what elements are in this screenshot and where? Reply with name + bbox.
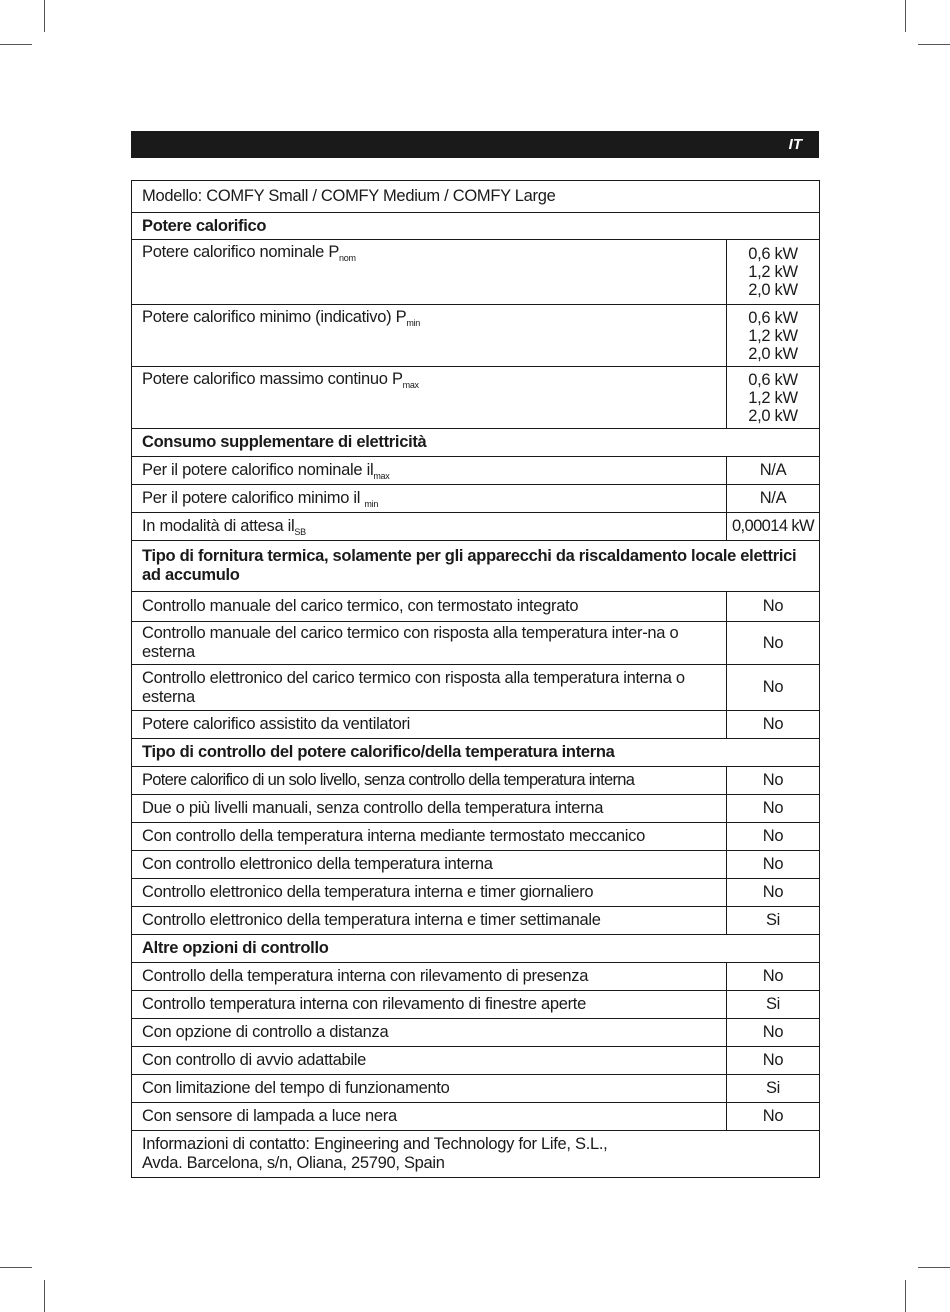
row-value: No (727, 711, 820, 739)
table-row (132, 592, 820, 622)
table-row (132, 963, 820, 991)
row-value: No (727, 823, 820, 851)
table-row (132, 665, 820, 711)
row-value: No (727, 665, 820, 711)
section-title-heat: Potere calorifico (132, 213, 820, 240)
row-value: No (727, 592, 820, 622)
table-row (132, 851, 820, 879)
row-label: In modalità di attesa $il_{SB}$ (132, 513, 727, 541)
crop-mark (0, 44, 32, 45)
row-value: No (727, 851, 820, 879)
table-row (132, 1075, 820, 1103)
row-value: N/A (727, 457, 820, 485)
row-value: No (727, 767, 820, 795)
table-row (132, 181, 820, 213)
row-value: No (727, 963, 820, 991)
row-value: No (727, 879, 820, 907)
language-code: IT (788, 136, 802, 153)
row-value: No (727, 622, 820, 665)
row-label: Per il potere calorifico nominale $il_{max}$ (132, 457, 727, 485)
row-label: Potere calorifico massimo continuo $P_{max}$ (132, 367, 727, 429)
row-value: Si (727, 991, 820, 1019)
table-row (132, 457, 820, 485)
table-row (132, 622, 820, 665)
row-label: Con limitazione del tempo di funzionamento (132, 1075, 727, 1103)
row-label: Con sensore di lampada a luce nera (132, 1103, 727, 1131)
section-title-supply: Tipo di fornitura termica, solamente per gli apparecchi da riscaldamento locale elettrici ad accumulo (132, 541, 820, 592)
row-label: Controllo della temperatura interna con rilevamento di presenza (132, 963, 727, 991)
table-row (132, 795, 820, 823)
table-row (132, 367, 820, 429)
row-label: Controllo temperatura interna con rilevamento di finestre aperte (132, 991, 727, 1019)
crop-mark (0, 1267, 32, 1268)
table-row (132, 823, 820, 851)
section-header (132, 213, 820, 240)
row-value: No (727, 795, 820, 823)
section-title-control: Tipo di controllo del potere calorifico/della temperatura interna (132, 739, 820, 767)
table-row (132, 305, 820, 367)
contact-info: Informazioni di contatto: Engineering and Technology for Life, S.L., Avda. Barcelona, s/n, Oliana, 25790, Spain (132, 1131, 820, 1178)
section-header (132, 739, 820, 767)
row-value: No (727, 1019, 820, 1047)
row-value: 0,6 kW 1,2 kW 2,0 kW (727, 367, 820, 429)
row-label: Con controllo elettronico della temperatura interna (132, 851, 727, 879)
row-value: 0,6 kW 1,2 kW 2,0 kW (727, 240, 820, 305)
row-label: Controllo manuale del carico termico con risposta alla temperatura inter-na o esterna (132, 622, 727, 665)
spec-table (131, 180, 820, 1178)
table-row (132, 767, 820, 795)
row-value: No (727, 1047, 820, 1075)
row-label: Potere calorifico assistito da ventilatori (132, 711, 727, 739)
row-label: Con opzione di controllo a distanza (132, 1019, 727, 1047)
row-label: Potere calorifico nominale $P_{nom}$ (132, 240, 727, 305)
row-value: N/A (727, 485, 820, 513)
row-label: Con controllo di avvio adattabile (132, 1047, 727, 1075)
row-label: Controllo manuale del carico termico, con termostato integrato (132, 592, 727, 622)
row-label: Controllo elettronico della temperatura interna e timer settimanale (132, 907, 727, 935)
crop-mark (44, 0, 45, 32)
row-value: No (727, 1103, 820, 1131)
row-value: Si (727, 1075, 820, 1103)
section-header (132, 935, 820, 963)
language-bar (131, 131, 819, 158)
table-row (132, 711, 820, 739)
row-value: 0,6 kW 1,2 kW 2,0 kW (727, 305, 820, 367)
table-row (132, 1019, 820, 1047)
row-label: Per il potere calorifico minimo il $_{min}$ (132, 485, 727, 513)
table-row (132, 991, 820, 1019)
crop-mark (918, 1267, 950, 1268)
crop-mark (905, 1280, 906, 1312)
table-row (132, 1131, 820, 1178)
section-title-elec: Consumo supplementare di elettricità (132, 429, 820, 457)
table-row (132, 240, 820, 305)
table-row (132, 879, 820, 907)
row-label: Potere calorifico di un solo livello, senza controllo della temperatura interna (132, 767, 727, 795)
row-label: Potere calorifico minimo (indicativo) $P_{min}$ (132, 305, 727, 367)
row-value: Si (727, 907, 820, 935)
row-label: Controllo elettronico del carico termico con risposta alla temperatura interna o esterna (132, 665, 727, 711)
crop-mark (905, 0, 906, 32)
section-title-other: Altre opzioni di controllo (132, 935, 820, 963)
section-header (132, 541, 820, 592)
row-label: Due o più livelli manuali, senza controllo della temperatura interna (132, 795, 727, 823)
crop-mark (44, 1280, 45, 1312)
table-row (132, 1103, 820, 1131)
row-label: Con controllo della temperatura interna mediante termostato meccanico (132, 823, 727, 851)
section-header (132, 429, 820, 457)
model-cell: Modello: COMFY Small / COMFY Medium / COMFY Large (132, 181, 820, 213)
table-row (132, 907, 820, 935)
table-row (132, 485, 820, 513)
table-row (132, 513, 820, 541)
crop-mark (918, 44, 950, 45)
row-label: Controllo elettronico della temperatura interna e timer giornaliero (132, 879, 727, 907)
row-value: 0,00014 kW (727, 513, 820, 541)
table-row (132, 1047, 820, 1075)
